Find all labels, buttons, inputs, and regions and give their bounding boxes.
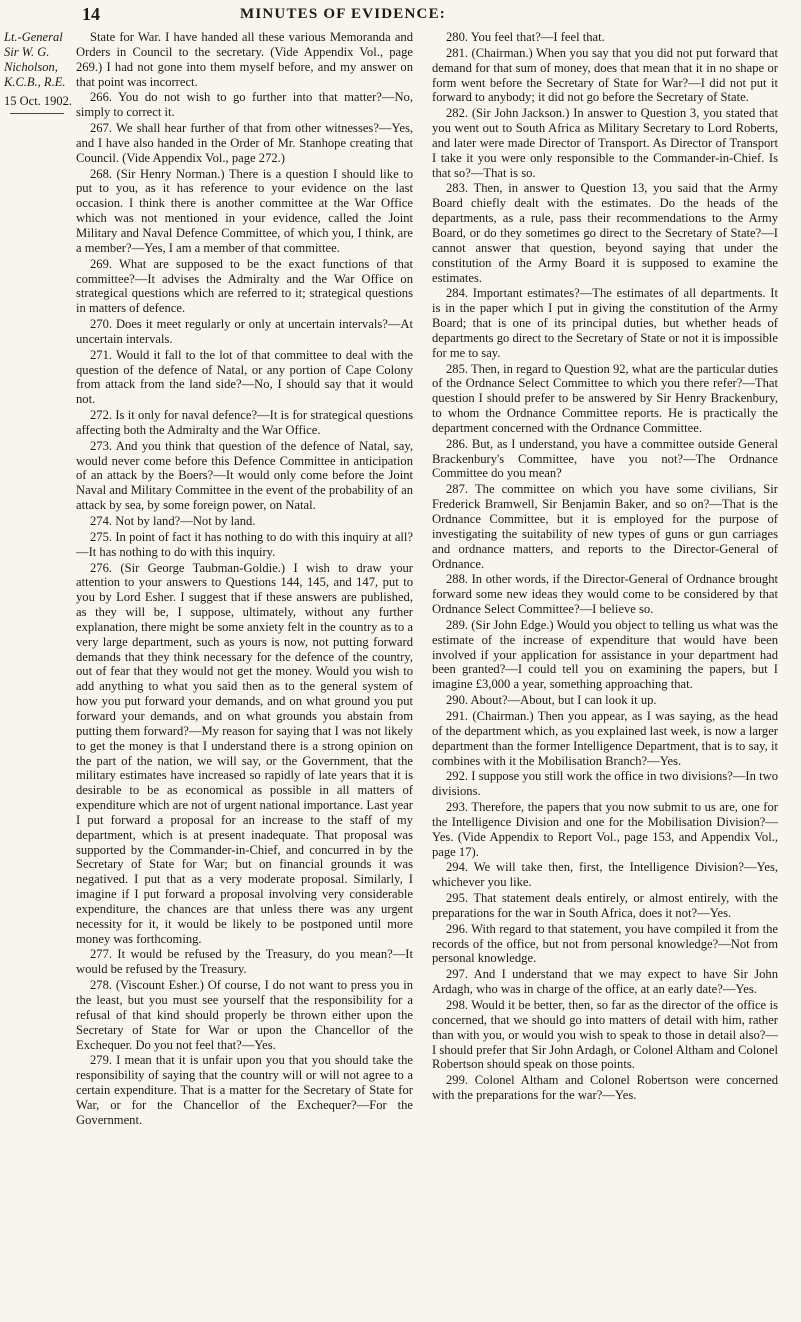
paragraph: 285. Then, in regard to Question 92, what are the particular duties of the Ordnance Select Committee to which you there refer?—That question I should prefer to be answered by Sir Henry Brackenbury, to whom the Ordnance Committee reports. He is practically the department concerned with the Ordnance Committee. [432, 361, 779, 435]
paragraph: 287. The committee on which you have some civilians, Sir Frederick Bramwell, Sir Benjamin Baker, and so on?—That is the Ordnance Committee, but it is employed for the purpose of investigating the suitability of new types of guns or gun carriages and ordnance matters, and reports to the Director-General of Ordnance. [432, 482, 778, 571]
paragraph: 279. I mean that it is unfair upon you that you should take the responsibility of saying that the country will or will not agree to a certain expenditure. That is a matter for the Secretary of State for War, or for the Chancellor of the Exchequer?—For the Government. [76, 1053, 413, 1127]
paragraph: 284. Important estimates?—The estimates of all departments. It is in the paper which I put in giving the constitution of the Army Board; that is one of its principal duties, but whether heads of departments go direct to the Secretary of State or not it is impossible for me to say. [432, 286, 778, 360]
right-column [432, 30, 778, 1104]
paragraph: 273. And you think that question of the defence of Natal, say, would never come before this Defence Committee in anticipation of an attack by the Boers?—It would only come before the Joint Naval and Military Committee in the event of the probability of an attack by sea, by some foreign power, on Natal. [76, 438, 413, 513]
paragraph: 282. (Sir John Jackson.) In answer to Question 3, you stated that you went out to South Africa as Military Secretary to Lord Roberts, and later were made Director of Transport. As Director of Transport I take it you were only responsible to the Commander-in-Chief. Is that so?—That is so. [432, 106, 778, 180]
paragraph: 293. Therefore, the papers that you now submit to us are, one for the Intelligence Division and one for the Mobilisation Division?—Yes. (Vide Appendix to Report Vol., page 153, and Appendix Vol., page 17). [432, 800, 778, 859]
paragraph: 290. About?—About, but I can look it up. [446, 693, 657, 708]
paragraph: 272. Is it only for naval defence?—It is for strategical questions affecting both the Admiralty and the War Office. [76, 408, 413, 437]
witness-margin-note [4, 30, 74, 114]
paragraph: 298. Would it be better, then, so far as the director of the office is concerned, that we should go into matters of detail with him, rather than with you, or would you wish to speak to those in detail also?—I should prefer that Sir John Ardagh, or Colonel Altham and Colonel Robertson should speak on those points. [432, 998, 778, 1072]
witness-date: 15 Oct. 1902. [4, 94, 73, 108]
paragraph: 295. That statement deals entirely, or almost entirely, with the preparations for the war in South Africa, does it not?—Yes. [432, 891, 778, 920]
witness-surname: Nicholson, [4, 60, 58, 74]
paragraph: 281. (Chairman.) When you say that you did not put forward that demand for that sum of money, does that mean that it in no shape or form went before the Secretary of State for War?—I did not put it forward to anybody; it did not go before the Secretary of State. [432, 45, 778, 105]
paragraph: 286. But, as I understand, you have a committee outside General Brackenbury's Committee, have you not?—The Ordnance Committee do you mean? [432, 436, 778, 481]
paragraph: 276. (Sir George Taubman-Goldie.) I wish to draw your attention to your answers to Questions 144, 145, and 147, put to you by Lord Esher. I suggest that if these answers are published, as they will be, I suppose, ultimately, without any further explanation, there might be some anxiety felt in the country as to a very large department, such as yours is now, not putting forward demands that they think necessary for the defence of the country, out of fear that they would not get the money. Would you wish to add anything to what you said then as to the general system of how you put forward your demands, and on what ground you put forward your demands, and on what grounds you abstain from putting them forward?—My reason for saying that I was not likely to get the money is that I understand there is a strong opinion on the part of the nation, we will say, or the Government, that the military estimates have increased so rapidly of late years that it is desirable to be as economical as possible in all matters of expenditure which are not of urgent national importance. Last year I put forward a proposal for an increase to the staff of my department, which is at present inadequate. That proposal was supported by the Commander-in-Chief, and concurred in by the Secretary of State for War; but on financial grounds it was negatived. I put that as a very moderate proposal. Similarly, I imagine if I put forward a proposal involving very considerable expenditure, the chances are that unless there was any urgent necessity for it, it would be likely to be postponed until more money was forthcoming. [76, 560, 413, 946]
paragraph: State for War. I have handed all these various Memoranda and Orders in Council to the secretary. (Vide Appendix Vol., page 269.) I had not gone into them myself before, and my answer on that point was incorrect. [76, 30, 413, 89]
paragraph: 299. Colonel Altham and Colonel Robertson were concerned with the preparations for the war?—Yes. [432, 1073, 778, 1103]
paragraph: 270. Does it meet regularly or only at uncertain intervals?—At uncertain intervals. [76, 317, 413, 346]
paragraph: 277. It would be refused by the Treasury, do you mean?—It would be refused by the Treasury. [76, 947, 413, 977]
paragraph: 268. (Sir Henry Norman.) There is a question I should like to put to you, as it has reference to your evidence on the last occasion. I think there is another committee at the War Office which was not mentioned in your evidence, called the Joint Military and Naval Defence Committee, of which you, I think, are a member?—Yes, I am a member of that committee. [76, 166, 413, 255]
paragraph: 294. We will take then, first, the Intelligence Division?—Yes, whichever you like. [432, 860, 778, 890]
paragraph: 267. We shall hear further of that from other witnesses?—Yes, and I have also handed in the Order of Mr. Stanhope creating that Council. (Vide Appendix Vol., page 272.) [76, 121, 413, 165]
paragraph: 278. (Viscount Esher.) Of course, I do not want to press you in the least, but you must see yourself that the responsibility for a refusal of that kind should properly be thrown either upon the Secretary of State for War or upon the Chancellor of the Exchequer. Do you not feel that?—Yes. [76, 978, 413, 1052]
paragraph: 292. I suppose you still work the office in two divisions?—In two divisions. [432, 769, 778, 799]
paragraph: 266. You do not wish to go further into that matter?—No, simply to correct it. [76, 90, 413, 120]
paragraph: 269. What are supposed to be the exact functions of that committee?—It advises the Admiralty and the War Office on strategical questions which are referred to it; strategical questions in matters of defence. [76, 256, 413, 316]
margin-divider [10, 113, 64, 114]
paragraph: 288. In other words, if the Director-General of Ordnance brought forward some new ideas they would come to be considered by that Ordnance Select Committee?—I believe so. [432, 572, 778, 617]
running-title: MINUTES OF EVIDENCE: [240, 6, 446, 22]
paragraph: 283. Then, in answer to Question 13, you said that the Army Board chiefly dealt with the estimates. Do the heads of the departments, as a rule, pass their recommendations to the Army Board, or do they sometimes go direct to the Secretary of State?—I cannot answer that question, beyond saying that under the constitution of the Army Board it is supposed to examine the estimates. [432, 181, 778, 285]
paragraph: 297. And I understand that we may expect to have Sir John Ardagh, who was in charge of the office, at an early date?—Yes. [432, 967, 778, 997]
paragraph: 271. Would it fall to the lot of that committee to deal with the question of the defence of Natal, or any portion of Cape Colony from attack from the land side?—No, I should say that it would not. [76, 347, 413, 407]
paragraph: 291. (Chairman.) Then you appear, as I was saying, as the head of the department which, as you explained last week, is now a larger department than the former Intelligence Department, that is to say, it combines with it the Mobilisation Branch?—Yes. [432, 708, 778, 768]
paragraph: 296. With regard to that statement, you have compiled it from the records of the office, but not from personal knowledge?—Not from personal knowledge. [432, 921, 778, 966]
paragraph: 275. In point of fact it has nothing to do with this inquiry at all?—It has nothing to do with this inquiry. [76, 529, 413, 559]
witness-name: Sir W. G. [4, 45, 50, 59]
left-column [76, 30, 413, 1129]
paragraph: 289. (Sir John Edge.) Would you object to telling us what was the estimate of the increase of expenditure that would have been involved if your application for assistance in your department had been granted?—I could tell you on examining the papers, but I imagine £3,000 a year, something approaching that. [432, 617, 778, 692]
page-number: 14 [82, 4, 100, 24]
witness-honours: K.C.B., R.E. [4, 75, 66, 89]
paragraph: 280. You feel that?—I feel that. [446, 30, 605, 44]
witness-rank: Lt.-General [4, 30, 63, 44]
paragraph: 274. Not by land?—Not by land. [90, 514, 256, 528]
